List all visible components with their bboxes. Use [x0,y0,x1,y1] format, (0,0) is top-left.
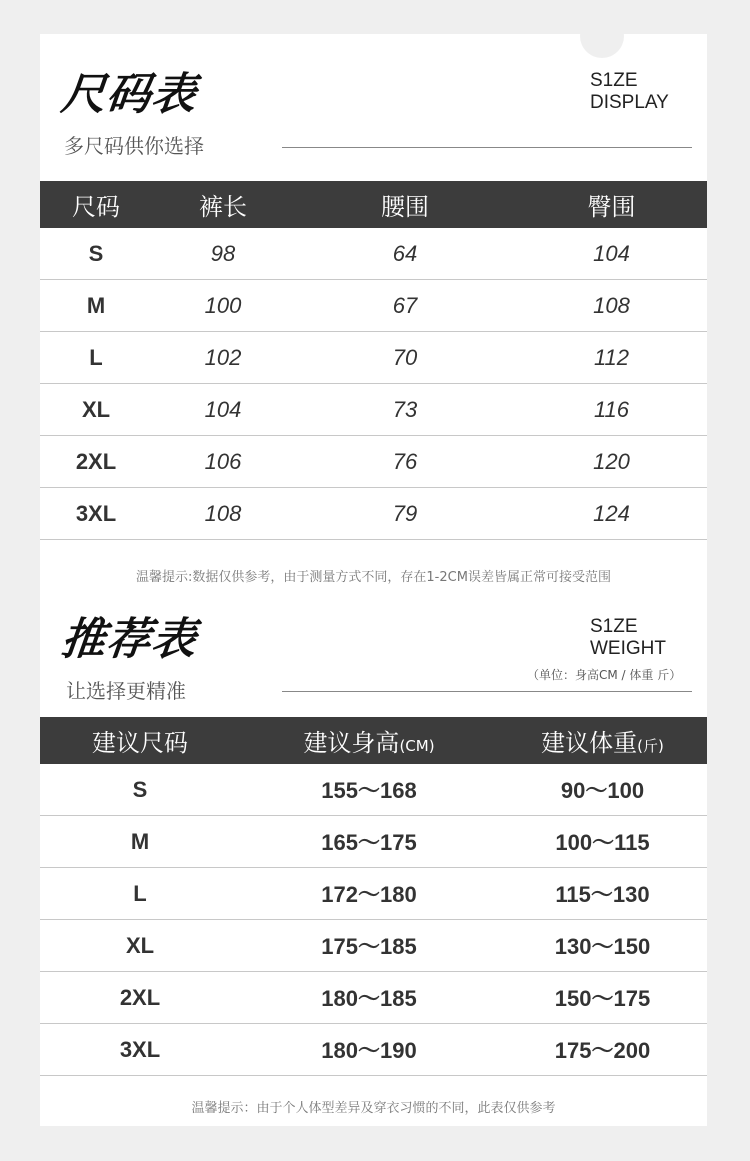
weight-cell: 90～100 [498,764,707,816]
table-header-row [40,181,707,228]
col-header-waist: 腰围 [294,181,516,228]
table-row [40,764,707,816]
weight-cell: 150～175 [498,972,707,1024]
table-row [40,436,707,488]
divider-line [282,691,692,692]
recommend-table [40,717,707,1076]
size-cell: S [40,764,240,816]
table-row [40,868,707,920]
length-cell: 104 [152,384,294,436]
waist-cell: 76 [294,436,516,488]
hip-cell: 104 [516,228,707,280]
table-row [40,816,707,868]
table-row [40,488,707,540]
size-weight-label: S1ZE WEIGHT [590,616,666,659]
size-cell: 2XL [40,436,152,488]
size-chart-subtitle: 多尺码供你选择 [64,134,204,158]
waist-cell: 73 [294,384,516,436]
table-row [40,1024,707,1076]
divider-line [282,147,692,148]
size-cell: L [40,332,152,384]
hip-cell: 120 [516,436,707,488]
weight-cell: 100～115 [498,816,707,868]
height-cell: 180～190 [240,1024,498,1076]
hip-cell: 116 [516,384,707,436]
size-cell: XL [40,920,240,972]
col-header-weight: 建议体重(斤) [498,717,707,764]
length-cell: 102 [152,332,294,384]
col-header-length: 裤长 [152,181,294,228]
table-row [40,920,707,972]
col-header-height: 建议身高(CM) [240,717,498,764]
length-cell: 106 [152,436,294,488]
hip-cell: 124 [516,488,707,540]
height-cell: 175～185 [240,920,498,972]
length-cell: 98 [152,228,294,280]
waist-cell: 64 [294,228,516,280]
weight-cell: 115～130 [498,868,707,920]
hip-cell: 112 [516,332,707,384]
length-cell: 108 [152,488,294,540]
col-header-size: 尺码 [40,181,152,228]
weight-cell: 130～150 [498,920,707,972]
col-header-hip: 臀围 [516,181,707,228]
height-cell: 172～180 [240,868,498,920]
height-cell: 155～168 [240,764,498,816]
hip-cell: 108 [516,280,707,332]
size-cell: 3XL [40,488,152,540]
col-header-size: 建议尺码 [40,717,240,764]
height-cell: 180～185 [240,972,498,1024]
size-cell: M [40,816,240,868]
size-chart-title: 尺码表 [58,69,200,120]
table-row [40,972,707,1024]
card-notch [580,14,624,58]
waist-cell: 70 [294,332,516,384]
unit-note: （单位：身高CM / 体重 斤） [527,668,682,682]
size-cell: 2XL [40,972,240,1024]
size-chart-tip: 温馨提示:数据仅供参考，由于测量方式不同，存在1-2CM误差皆属正常可接受范围 [136,570,611,585]
weight-cell: 175～200 [498,1024,707,1076]
recommend-chart-title: 推荐表 [58,614,200,665]
length-cell: 100 [152,280,294,332]
size-table [40,181,707,540]
size-cell: XL [40,384,152,436]
size-cell: M [40,280,152,332]
size-cell: S [40,228,152,280]
table-row [40,228,707,280]
size-cell: L [40,868,240,920]
waist-cell: 67 [294,280,516,332]
table-header-row [40,717,707,764]
table-row [40,332,707,384]
recommend-chart-subtitle: 让选择更精准 [66,679,186,703]
size-cell: 3XL [40,1024,240,1076]
size-display-label: S1ZE DISPLAY [590,70,669,113]
table-row [40,384,707,436]
height-cell: 165～175 [240,816,498,868]
table-row [40,280,707,332]
waist-cell: 79 [294,488,516,540]
recommend-chart-tip: 温馨提示：由于个人体型差异及穿衣习惯的不同，此表仅供参考 [191,1101,556,1116]
